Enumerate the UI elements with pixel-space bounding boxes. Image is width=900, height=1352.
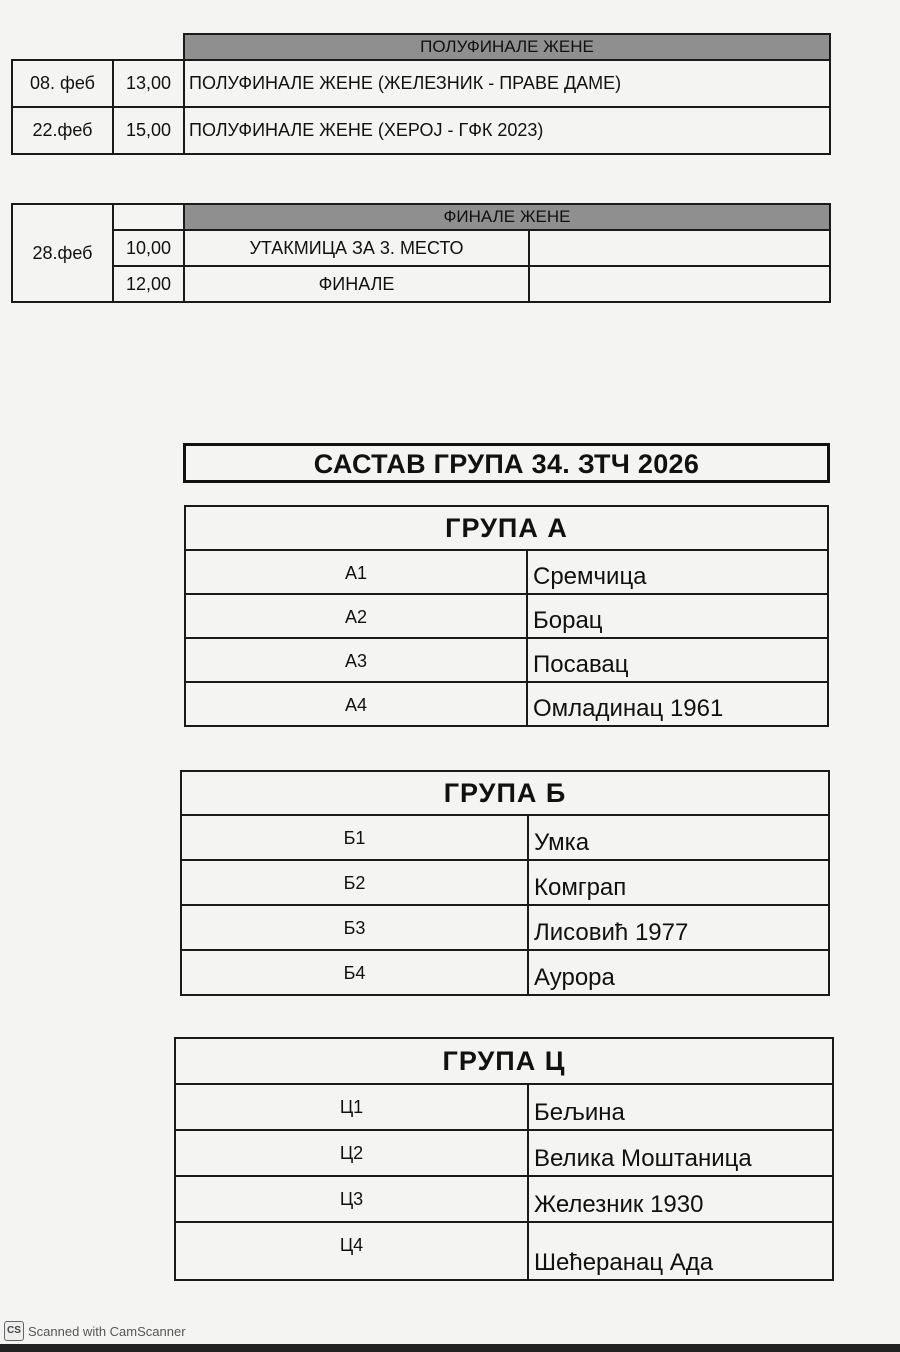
finals-header: ФИНАЛЕ ЖЕНЕ [184, 204, 830, 230]
team-name: Сремчица [527, 550, 828, 594]
scanner-watermark [4, 1320, 186, 1342]
team-name: Омладинац 1961 [527, 682, 828, 726]
match-description: ПОЛУФИНАЛЕ ЖЕНЕ (ХЕРОЈ - ГФК 2023) [184, 107, 830, 154]
table-row [12, 107, 830, 154]
team-code: А4 [185, 682, 527, 726]
semifinals-table [11, 33, 831, 155]
team-code: А1 [185, 550, 527, 594]
table-row [185, 550, 828, 594]
group-title: ГРУПА Ц [175, 1038, 833, 1084]
team-name: Велика Моштаница [528, 1130, 833, 1176]
group-c-table [174, 1037, 834, 1281]
match-event: ФИНАЛЕ [184, 266, 529, 302]
semifinals-header-spacer [12, 34, 184, 60]
group-title: ГРУПА А [185, 506, 828, 550]
table-row [181, 905, 829, 950]
team-code: Б2 [181, 860, 528, 905]
table-row [12, 266, 830, 302]
team-code: Б4 [181, 950, 528, 995]
match-date: 08. феб [12, 60, 113, 107]
table-row [175, 1084, 833, 1130]
match-time: 13,00 [113, 60, 184, 107]
match-time: 12,00 [113, 266, 184, 302]
empty-cell [529, 266, 830, 302]
table-row [175, 1130, 833, 1176]
team-name: Шећеранац Ада [528, 1222, 833, 1280]
watermark-text: Scanned with CamScanner [28, 1323, 186, 1339]
team-code: А2 [185, 594, 527, 638]
table-row [181, 815, 829, 860]
match-time: 15,00 [113, 107, 184, 154]
table-row [175, 1176, 833, 1222]
table-row [12, 60, 830, 107]
table-row [12, 230, 830, 266]
team-code: Ц1 [175, 1084, 528, 1130]
team-name: Бељина [528, 1084, 833, 1130]
team-code: Ц2 [175, 1130, 528, 1176]
match-date: 22.феб [12, 107, 113, 154]
finals-date: 28.феб [12, 204, 113, 302]
group-title: ГРУПА Б [181, 771, 829, 815]
camscanner-icon: CS [4, 1321, 24, 1341]
team-name: Умка [528, 815, 829, 860]
table-row [181, 860, 829, 905]
team-code: Б3 [181, 905, 528, 950]
semifinals-header: ПОЛУФИНАЛЕ ЖЕНЕ [184, 34, 830, 60]
team-name: Посавац [527, 638, 828, 682]
table-row [185, 594, 828, 638]
finals-table [11, 203, 831, 303]
team-code: Ц4 [175, 1222, 528, 1280]
team-name: Комграп [528, 860, 829, 905]
team-name: Железник 1930 [528, 1176, 833, 1222]
team-code: А3 [185, 638, 527, 682]
empty-cell [529, 230, 830, 266]
match-event: УТАКМИЦА ЗА 3. МЕСТО [184, 230, 529, 266]
finals-header-spacer [113, 204, 184, 230]
page-title: САСТАВ ГРУПА 34. ЗТЧ 2026 [183, 443, 830, 483]
team-code: Ц3 [175, 1176, 528, 1222]
table-row [185, 638, 828, 682]
table-row [181, 950, 829, 995]
match-description: ПОЛУФИНАЛЕ ЖЕНЕ (ЖЕЛЕЗНИК - ПРАВЕ ДАМЕ) [184, 60, 830, 107]
team-name: Борац [527, 594, 828, 638]
table-row [175, 1222, 833, 1280]
team-name: Аурора [528, 950, 829, 995]
group-a-table [184, 505, 829, 727]
team-code: Б1 [181, 815, 528, 860]
bottom-edge [0, 1344, 900, 1352]
team-name: Лисовић 1977 [528, 905, 829, 950]
group-b-table [180, 770, 830, 996]
table-row [185, 682, 828, 726]
match-time: 10,00 [113, 230, 184, 266]
